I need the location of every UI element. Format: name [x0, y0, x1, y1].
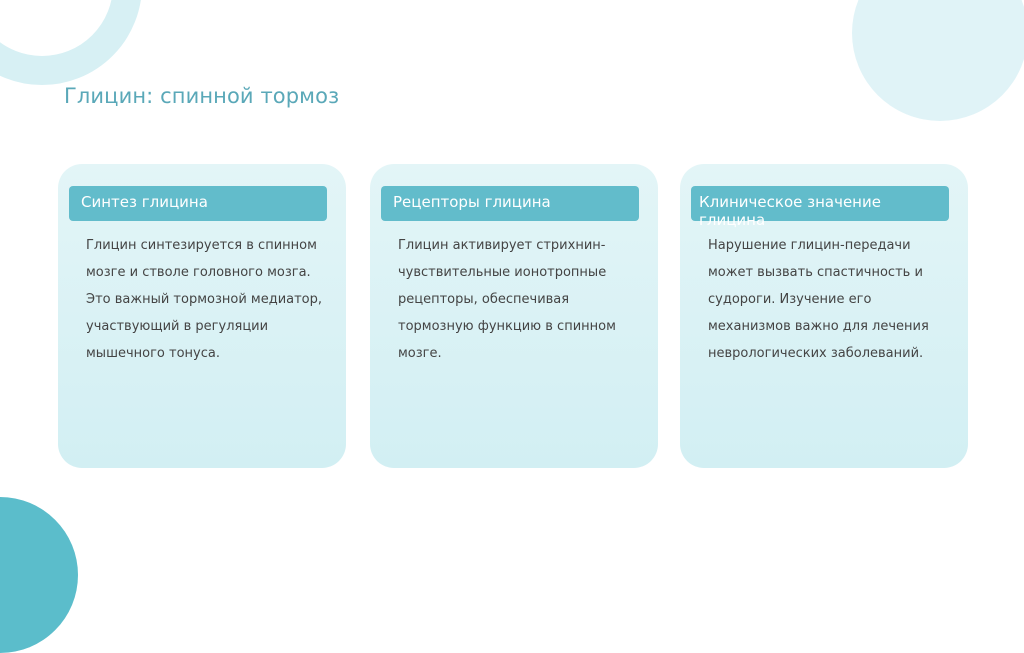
card-text: Нарушение глицин-передачи может вызвать спастичность и судороги. Изучение его механизмов важно для лечения неврологических заболеваний. — [708, 238, 929, 361]
card-heading: Синтез глицина — [69, 186, 327, 221]
card-glycine-synthesis — [58, 164, 346, 468]
card-text: Глицин синтезируется в спинном мозге и стволе головного мозга. Это важный тормозной медиатор, участвующий в регуляции мышечного тонуса. — [86, 238, 323, 361]
decorative-circle-bottom-left — [0, 497, 78, 653]
card-heading: Клиническое значение глицина — [691, 186, 949, 221]
decorative-circle-top-right — [852, 0, 1024, 121]
slide-title: Глицин: спинной тормоз — [64, 84, 340, 108]
card-glycine-receptors — [370, 164, 658, 468]
decorative-ring-top-left — [0, 0, 142, 85]
card-clinical-significance — [680, 164, 968, 468]
card-text: Глицин активирует стрихнин-чувствительные ионотропные рецепторы, обеспечивая тормозную функцию в спинном мозге. — [398, 238, 616, 361]
card-heading: Рецепторы глицина — [381, 186, 639, 221]
